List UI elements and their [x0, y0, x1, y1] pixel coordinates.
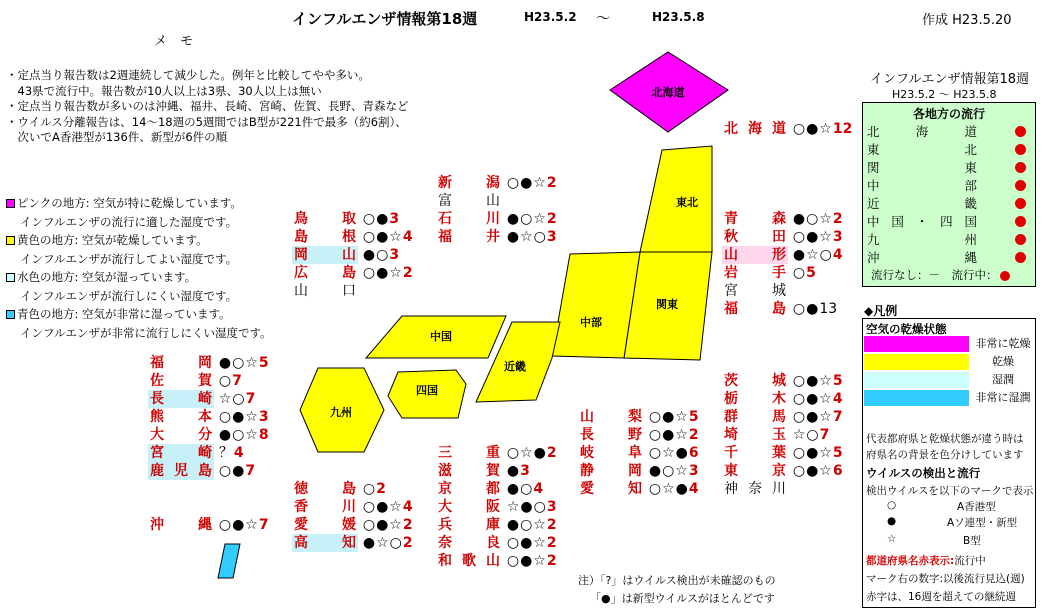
humidity-note-yellow: 黄色の地方: 空気が乾燥しています。 — [6, 231, 272, 250]
map-label-kyushu: 九州 — [330, 406, 352, 419]
legend-row-dry: 乾燥 — [863, 353, 1035, 371]
memo-line: 43県で流行中。報告数が10人以上は3県、30人以上は無い — [6, 83, 322, 98]
legend-swatch — [864, 390, 969, 406]
date-to: H23.5.8 — [652, 10, 705, 24]
virus-type-new: ● Aソ連型・新型 — [887, 515, 1018, 529]
epidemic-dot — [1015, 144, 1026, 155]
epidemic-dot — [1015, 162, 1026, 173]
legend-swatch — [864, 336, 969, 352]
pref-nagasaki: 長 崎 ☆○7 — [150, 391, 256, 407]
humidity-note-lightblue: 水色の地方: 空気が湿っています。 — [6, 268, 272, 287]
legend-heading: ◆凡例 — [864, 304, 898, 318]
pref-miyagi: 宮 城 — [724, 283, 786, 299]
legend-note: 府県名の背景を色分けしています — [866, 449, 1024, 461]
pref-color-legend: 都道府県名赤表示:流行中 — [866, 555, 986, 567]
epidemic-dot-legend — [1000, 271, 1010, 281]
humidity-note-text: インフルエンザが流行しにくい湿度です。 — [20, 288, 238, 303]
pref-saga: 佐 賀 ○7 — [150, 373, 242, 389]
region-row-tohoku: 東 北 — [867, 141, 1032, 158]
region-status-panel — [862, 102, 1036, 287]
note-new-virus: 「●」は新型ウイルスがほとんどです — [590, 592, 775, 605]
mark-number-legend: マーク右の数字:以後流行見込(週) — [866, 573, 1025, 585]
pref-shiga: 滋 賀 ●3 — [438, 463, 530, 479]
pref-fukuoka: 福 岡 ●○☆5 — [150, 355, 269, 371]
pref-ehime: 愛 媛 ○●☆2 — [294, 517, 413, 533]
pref-yamaguchi: 山 口 — [294, 283, 356, 299]
memo-line: ・ウイルス分離報告は、14～18週の5週間ではB型が221件で最多（約6割）、 — [6, 114, 407, 129]
legend-row-very-humid: 非常に湿潤 — [863, 389, 1035, 407]
pref-kyoto: 京 都 ●○4 — [438, 481, 544, 497]
virus-type-hongkong: ○ A香港型 — [887, 499, 996, 513]
dryness-title: 空気の乾燥状態 — [866, 322, 947, 336]
pref-ibaraki: 茨 城 ○●☆5 — [724, 373, 843, 389]
pref-fukushima: 福 島 ○●13 — [724, 301, 838, 317]
pref-kumamoto: 熊 本 ○●☆3 — [150, 409, 269, 425]
legend-panel — [862, 318, 1036, 608]
pref-gifu: 岐 阜 ○☆●6 — [580, 445, 699, 461]
humidity-note-pink: ピンクの地方: 空気が特に乾燥しています。 — [6, 194, 272, 213]
virus-title: ウイルスの検出と流行 — [866, 466, 981, 480]
epidemic-dot — [1015, 252, 1026, 263]
pref-yamagata: 山 形 ●☆○4 — [724, 247, 843, 263]
pref-gunma: 群 馬 ○●☆7 — [724, 409, 843, 425]
legend-swatch — [864, 354, 969, 370]
map-label-chubu: 中部 — [580, 316, 602, 329]
pref-saitama: 埼 玉 ☆○7 — [724, 427, 830, 443]
pref-wakayama: 和歌山 ○●☆2 — [438, 553, 557, 569]
pref-nara: 奈 良 ○●☆2 — [438, 535, 557, 551]
humidity-note-text: インフルエンザの流行に適した湿度です。 — [20, 214, 238, 229]
map-label-tohoku: 東北 — [676, 196, 698, 209]
pref-aomori: 青 森 ●○☆2 — [724, 211, 843, 227]
epidemic-dot — [1015, 234, 1026, 245]
pref-chiba: 千 葉 ○●☆5 — [724, 445, 843, 461]
pref-tochigi: 栃 木 ○●☆4 — [724, 391, 843, 407]
pref-tokyo: 東 京 ○●☆6 — [724, 463, 843, 479]
regions-heading: 各地方の流行 — [913, 107, 986, 121]
region-footer: 流行なし：－ 流行中： — [871, 267, 1010, 283]
region-row-chugoku-shikoku: 中国・四国 — [867, 213, 1032, 230]
created-date: 作成 H23.5.20 — [922, 13, 1012, 28]
legend-row-humid: 湿潤 — [863, 371, 1035, 389]
pref-oita: 大 分 ●○☆8 — [150, 427, 269, 443]
virus-desc: 検出ウイルスを以下のマークで表示 — [866, 485, 1034, 497]
side-title: インフルエンザ情報第18週 — [870, 72, 1030, 87]
pref-tokushima: 徳 島 ○2 — [294, 481, 386, 497]
pref-tottori: 鳥 取 ○●3 — [294, 211, 400, 227]
map-label-chugoku: 中国 — [430, 330, 452, 343]
legend-row-very-dry: 非常に乾燥 — [863, 335, 1035, 353]
date-from: H23.5.2 — [524, 10, 577, 24]
epidemic-dot — [1015, 198, 1026, 209]
pref-osaka: 大 阪 ☆●○3 — [438, 499, 557, 515]
pref-miyazaki: 宮 崎 ？4 — [150, 445, 244, 461]
report-title: インフルエンザ情報第18週 — [292, 10, 478, 28]
pref-hokkaido: 北海道 ○●☆12 — [724, 121, 853, 137]
pref-aichi: 愛 知 ○☆●4 — [580, 481, 699, 497]
pref-ishikawa: 石 川 ●○☆2 — [438, 211, 557, 227]
pref-toyama: 富 山 — [438, 193, 500, 209]
memo-heading: メ モ — [154, 34, 194, 49]
region-row-kanto: 関 東 — [867, 159, 1032, 176]
region-row-kyushu: 九 州 — [867, 231, 1032, 248]
memo-line: ・定点当り報告数が多いのは沖縄、福井、長崎、宮崎、佐賀、長野、青森など — [6, 99, 409, 113]
map-label-kinki: 近畿 — [504, 360, 526, 373]
epidemic-dot — [1015, 180, 1026, 191]
date-tilde: ～ — [596, 11, 610, 27]
region-row-okinawa: 沖 縄 — [867, 249, 1032, 266]
region-row-chubu: 中 部 — [867, 177, 1032, 194]
epidemic-dot — [1015, 216, 1026, 227]
pref-fukui: 福 井 ●☆○3 — [438, 229, 557, 245]
pref-shizuoka: 静 岡 ●○☆3 — [580, 463, 699, 479]
pref-okayama: 岡 山 ●○3 — [294, 247, 400, 263]
pref-yamanashi: 山 梨 ○●☆5 — [580, 409, 699, 425]
red-number-legend: 赤字は、16週を超えての継続週 — [866, 591, 1016, 603]
memo-line: ・定点当り報告数は2週連続して減少した。例年と比較してやや多い。 — [6, 68, 370, 82]
side-dates: H23.5.2 ～ H23.5.8 — [892, 88, 997, 101]
region-row-hokkaido: 北 海 道 — [867, 123, 1032, 140]
pref-shimane: 島 根 ○●☆4 — [294, 229, 413, 245]
pref-akita: 秋 田 ○●☆3 — [724, 229, 843, 245]
map-label-shikoku: 四国 — [416, 384, 438, 397]
pref-niigata: 新 潟 ○●☆2 — [438, 175, 557, 191]
chubu-region — [552, 252, 640, 358]
virus-type-b: ☆ B型 — [887, 533, 981, 547]
map-label-hokkaido: 北海道 — [651, 86, 685, 99]
pref-kochi: 高 知 ●☆○2 — [294, 535, 413, 551]
memo-line: 次いでA香港型が136件、新型が6件の順 — [6, 130, 228, 144]
pref-okinawa: 沖 縄 ○●☆7 — [150, 517, 269, 533]
pref-hyogo: 兵 庫 ●○☆2 — [438, 517, 557, 533]
pref-iwate: 岩 手 ○5 — [724, 265, 816, 281]
pref-hiroshima: 広 島 ○●☆2 — [294, 265, 413, 281]
legend-swatch — [864, 372, 969, 388]
note-question-mark: 注）「?」はウイルス検出が未確認のもの — [578, 574, 776, 587]
region-row-kinki: 近 畿 — [867, 195, 1032, 212]
epidemic-dot — [1015, 126, 1026, 137]
pref-kagawa: 香 川 ○●☆4 — [294, 499, 413, 515]
pref-nagano: 長 野 ○●☆2 — [580, 427, 699, 443]
okinawa-region — [218, 544, 240, 578]
humidity-note-text: インフルエンザが非常に流行しにくい湿度です。 — [20, 325, 272, 340]
pref-kagoshima: 鹿児島 ○●7 — [150, 463, 256, 479]
humidity-note-text: インフルエンザが流行してよい湿度です。 — [20, 251, 238, 266]
map-label-kanto: 関東 — [656, 298, 678, 311]
humidity-note-blue: 青色の地方: 空気が非常に湿っています。 — [6, 305, 272, 324]
legend-note: 代表都府県と乾燥状態が違う時は — [866, 433, 1024, 445]
pref-kanagawa: 神奈川 — [724, 481, 786, 497]
pref-mie: 三 重 ○☆●2 — [438, 445, 557, 461]
